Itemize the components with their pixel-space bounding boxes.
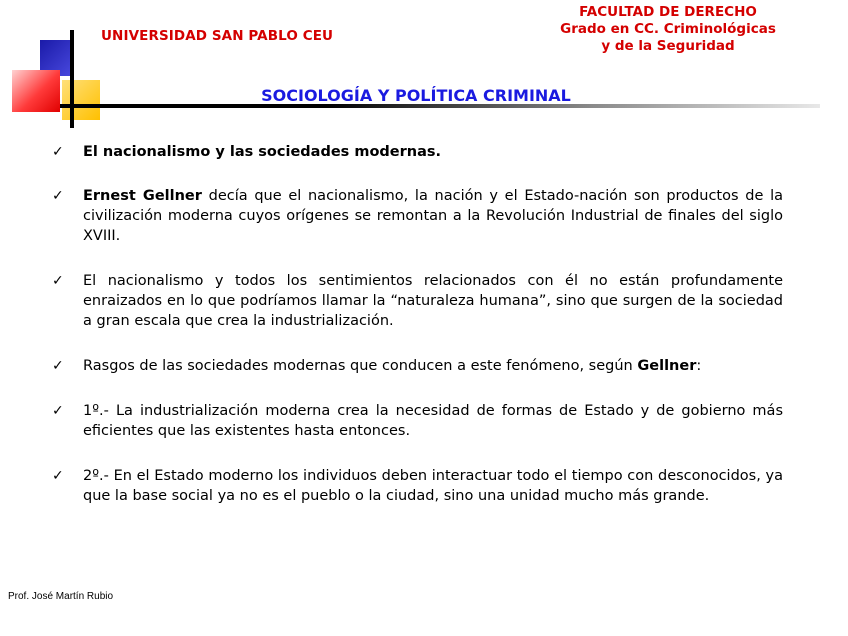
slide-title: SOCIOLOGÍA Y POLÍTICA CRIMINAL <box>261 86 571 105</box>
faculty-block <box>500 4 836 55</box>
checkmark-icon: ✓ <box>52 358 64 374</box>
logo-vertical-line <box>70 30 74 128</box>
bullet-6-text: 2º.- En el Estado moderno los individuos deben interactuar todo el tiempo con desconocidos, ya que la base social ya no es el pueblo o la ciudad, sino una unidad mucho más grande. <box>83 468 783 504</box>
bullet-1-text: El nacionalismo y las sociedades modernas. <box>83 144 442 160</box>
bullet-4-tail: : <box>696 358 702 374</box>
bullet-item-3 <box>52 271 783 331</box>
slide-title-wrap <box>0 86 848 105</box>
bullet-2-bold: Ernest Gellner <box>83 188 202 204</box>
bullet-4-text: Rasgos de las sociedades modernas que conducen a este fenómeno, según <box>83 358 638 374</box>
bullet-item-1 <box>52 142 783 162</box>
faculty-line-2: Grado en CC. Criminológicas <box>560 21 776 37</box>
checkmark-icon: ✓ <box>52 188 64 204</box>
bullet-item-6 <box>52 466 783 506</box>
checkmark-icon: ✓ <box>52 273 64 289</box>
bullet-3-text: El nacionalismo y todos los sentimientos relacionados con él no están profundamente enraizados en lo que podríamos llamar la “naturaleza humana”, sino que surgen de la sociedad a gran escala que crea la industrialización. <box>83 273 783 329</box>
faculty-line-3: y de la Seguridad <box>601 38 735 54</box>
bullet-5-text: 1º.- La industrialización moderna crea la necesidad de formas de Estado y de gobierno más eficientes que las existentes hasta entonces. <box>83 403 783 439</box>
faculty-line-1: FACULTAD DE DERECHO <box>579 4 757 20</box>
checkmark-icon: ✓ <box>52 403 64 419</box>
checkmark-icon: ✓ <box>52 144 64 160</box>
university-name: UNIVERSIDAD SAN PABLO CEU <box>101 28 334 44</box>
bullet-2-text: decía que el nacionalismo, la nación y el Estado-nación son productos de la civilización moderna cuyos orígenes se remontan a la Revolución Industrial de finales del siglo XVIII. <box>83 188 783 244</box>
bullet-4-bold: Gellner <box>637 358 697 374</box>
bullet-item-5 <box>52 401 783 441</box>
checkmark-icon: ✓ <box>52 468 64 484</box>
bullet-item-2 <box>52 186 783 246</box>
bullet-item-4 <box>52 356 783 376</box>
bullet-list <box>52 142 783 506</box>
author-footer: Prof. José Martín Rubio <box>8 591 114 602</box>
